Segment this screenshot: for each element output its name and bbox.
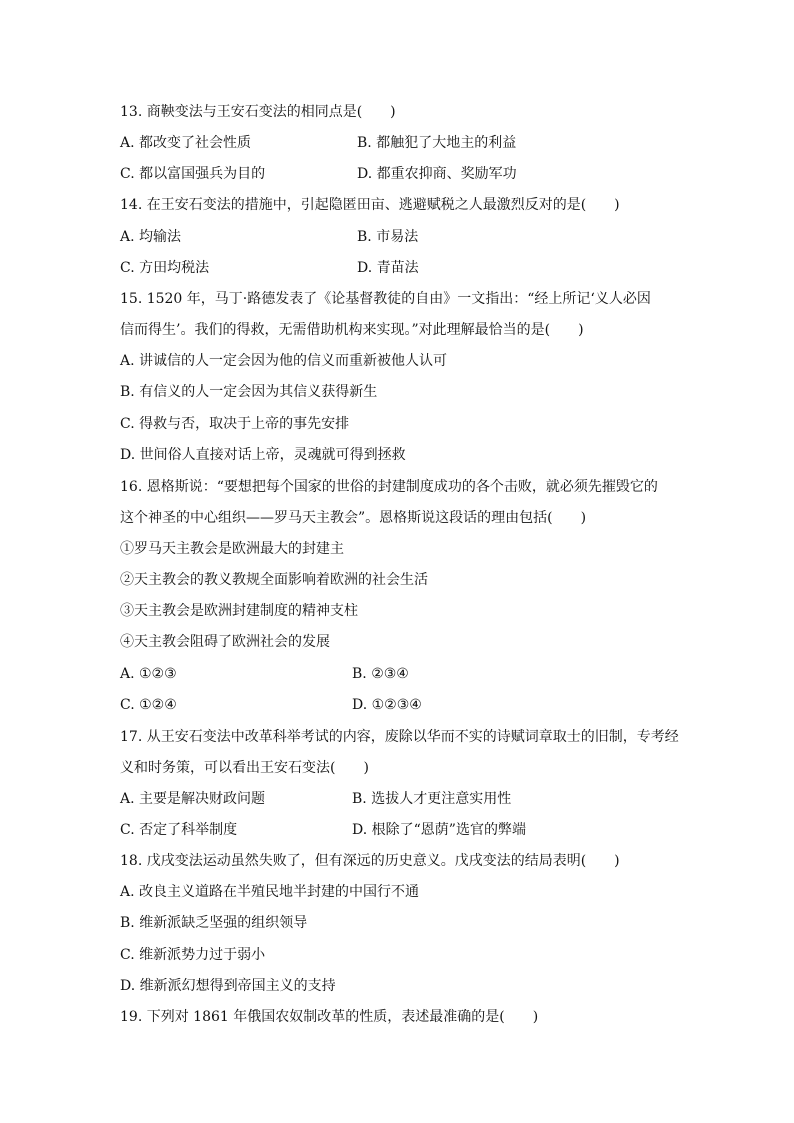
q14-stem: 14. 在王安石变法的措施中，引起隐匿田亩、逃避赋税之人最激烈反对的是( ) xyxy=(120,197,620,213)
q15-stem-line2: 信而得生’。我们的得救，无需借助机构来实现。”对此理解最恰当的是( ) xyxy=(120,322,584,338)
q15-stem-line1: 15. 1520 年，马丁·路德发表了《论基督教徒的自由》一文指出：“经上所记‘义人必因 xyxy=(120,291,651,307)
q15-option-a: A. 讲诚信的人一定会因为他的信义而重新被他人认可 xyxy=(120,353,448,369)
q19-stem: 19. 下列对 1861 年俄国农奴制改革的性质，表述最准确的是( ) xyxy=(120,1009,539,1025)
q17-stem-line2: 义和时务策，可以看出王安石变法( ) xyxy=(120,760,369,776)
q16-statement-4: ④天主教会阻碍了欧洲社会的发展 xyxy=(120,634,330,650)
q18-stem: 18. 戊戌变法运动虽然失败了，但有深远的历史意义。戊戌变法的结局表明( ) xyxy=(120,853,620,869)
q14-option-b: B. 市易法 xyxy=(357,229,419,245)
q15-option-c: C. 得救与否，取决于上帝的事先安排 xyxy=(120,416,350,432)
q17-option-b: B. 选拔人才更注意实用性 xyxy=(352,791,512,807)
q18-option-a: A. 改良主义道路在半殖民地半封建的中国行不通 xyxy=(120,884,420,900)
q13-stem: 13. 商鞅变法与王安石变法的相同点是( ) xyxy=(120,104,396,120)
q15-option-d: D. 世间俗人直接对话上帝，灵魂就可得到拯救 xyxy=(120,447,406,463)
q17-option-d: D. 根除了“恩荫”选官的弊端 xyxy=(352,822,526,838)
q17-option-c: C. 否定了科举制度 xyxy=(120,822,238,838)
q17-stem-line1: 17. 从王安石变法中改革科举考试的内容，废除以华而不实的诗赋词章取士的旧制，专考经 xyxy=(120,729,679,745)
q14-option-a: A. 均输法 xyxy=(120,229,182,245)
q14-option-c: C. 方田均税法 xyxy=(120,260,210,276)
q14-option-d: D. 青苗法 xyxy=(357,260,419,276)
q15-option-b: B. 有信义的人一定会因为其信义获得新生 xyxy=(120,384,378,400)
q16-option-d: D. ①②③④ xyxy=(352,697,422,713)
q18-option-c: C. 维新派势力过于弱小 xyxy=(120,947,266,963)
q13-option-c: C. 都以富国强兵为目的 xyxy=(120,166,266,182)
q18-option-b: B. 维新派缺乏坚强的组织领导 xyxy=(120,915,308,931)
q17-option-a: A. 主要是解决财政问题 xyxy=(120,791,266,807)
q13-option-a: A. 都改变了社会性质 xyxy=(120,135,252,151)
q13-option-d: D. 都重农抑商、奖励军功 xyxy=(357,166,517,182)
q16-statement-1: ①罗马天主教会是欧洲最大的封建主 xyxy=(120,541,344,557)
q13-option-b: B. 都触犯了大地主的利益 xyxy=(357,135,517,151)
q16-stem-line2: 这个神圣的中心组织——罗马天主教会”。恩格斯说这段话的理由包括( ) xyxy=(120,510,587,526)
q16-option-a: A. ①②③ xyxy=(120,666,177,682)
q16-statement-3: ③天主教会是欧洲封建制度的精神支柱 xyxy=(120,603,358,619)
q16-stem-line1: 16. 恩格斯说：“要想把每个国家的世俗的封建制度成功的各个击败，就必须先摧毁它的 xyxy=(120,479,658,495)
q16-statement-2: ②天主教会的教义教规全面影响着欧洲的社会生活 xyxy=(120,572,428,588)
q16-option-c: C. ①②④ xyxy=(120,697,177,713)
q18-option-d: D. 维新派幻想得到帝国主义的支持 xyxy=(120,978,336,994)
q16-option-b: B. ②③④ xyxy=(352,666,409,682)
